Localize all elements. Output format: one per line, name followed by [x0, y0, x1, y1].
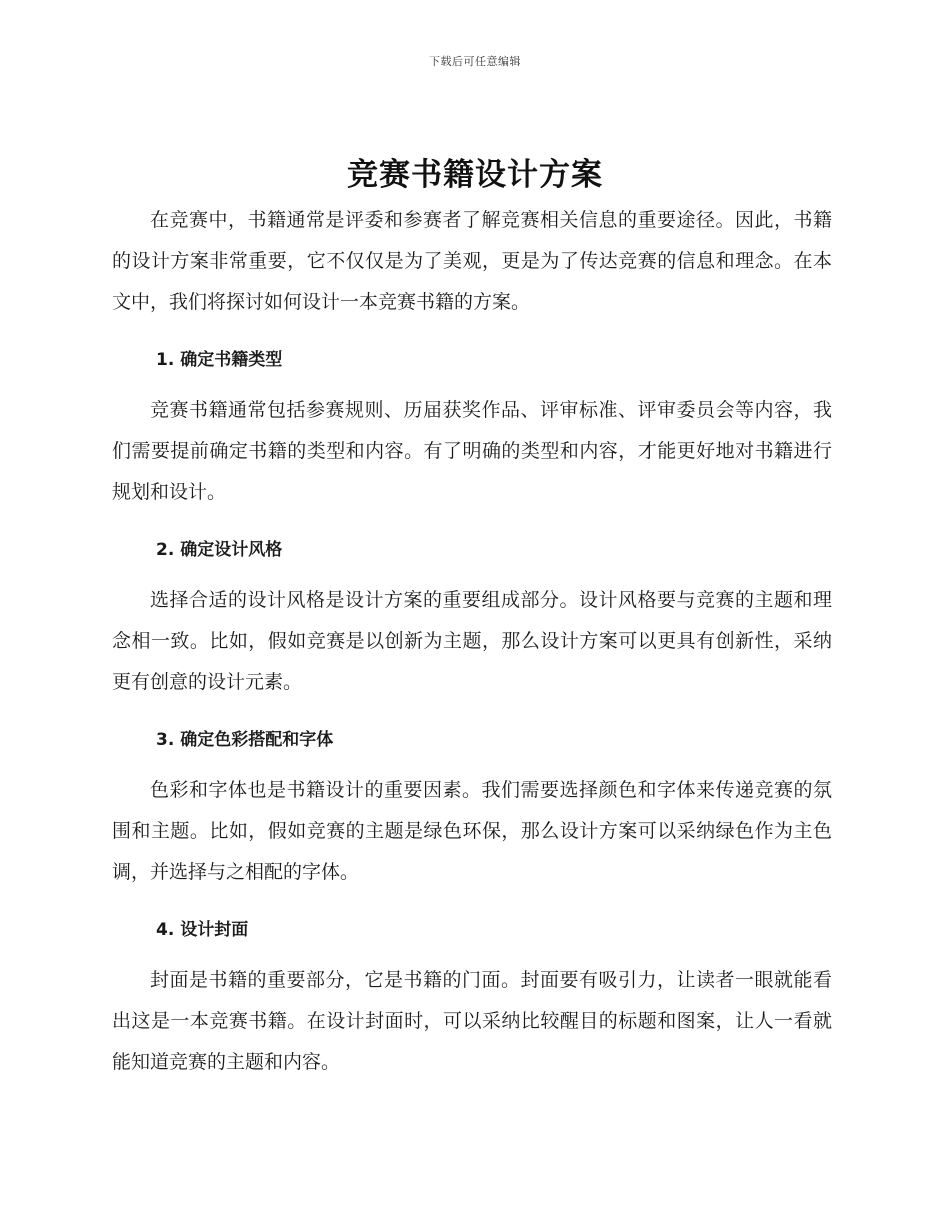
section-heading-4: 4. 设计封面 [156, 920, 249, 940]
section-paragraph-2: 选择合适的设计风格是设计方案的重要组成部分。设计风格要与竞赛的主题和理念相一致。比如，假如竞赛是以创新为主题，那么设计方案可以更具有创新性，采纳更有创意的设计元素。 [112, 589, 832, 693]
spacer [112, 513, 832, 533]
spacer [112, 568, 832, 580]
spacer [112, 378, 832, 390]
header-note: 下载后可任意编辑 [429, 55, 521, 68]
spacer [112, 948, 832, 960]
intro-paragraph: 在竞赛中，书籍通常是评委和参赛者了解竞赛相关信息的重要途径。因此，书籍的设计方案非常重要，它不仅仅是为了美观，更是为了传达竞赛的信息和理念。在本文中，我们将探讨如何设计一本竞赛书籍的方案。 [112, 209, 832, 313]
spacer [112, 758, 832, 770]
section-heading-1: 1. 确定书籍类型 [156, 350, 283, 370]
section-paragraph-1: 竞赛书籍通常包括参赛规则、历届获奖作品、评审标准、评审委员会等内容，我们需要提前确定书籍的类型和内容。有了明确的类型和内容，才能更好地对书籍进行规划和设计。 [112, 399, 832, 503]
section-paragraph-4: 封面是书籍的重要部分，它是书籍的门面。封面要有吸引力，让读者一眼就能看出这是一本竞赛书籍。在设计封面时，可以采纳比较醒目的标题和图案，让人一看就能知道竞赛的主题和内容。 [112, 969, 832, 1073]
section-paragraph-3: 色彩和字体也是书籍设计的重要因素。我们需要选择颜色和字体来传递竞赛的氛围和主题。比如，假如竞赛的主题是绿色环保，那么设计方案可以采纳绿色作为主色调，并选择与之相配的字体。 [112, 779, 832, 883]
document-title: 竞赛书籍设计方案 [347, 157, 603, 193]
spacer [112, 893, 832, 913]
section-heading-2: 2. 确定设计风格 [156, 540, 283, 560]
section-heading-3: 3. 确定色彩搭配和字体 [156, 730, 334, 750]
spacer [112, 323, 832, 343]
spacer [112, 703, 832, 723]
document-body [112, 200, 832, 1083]
